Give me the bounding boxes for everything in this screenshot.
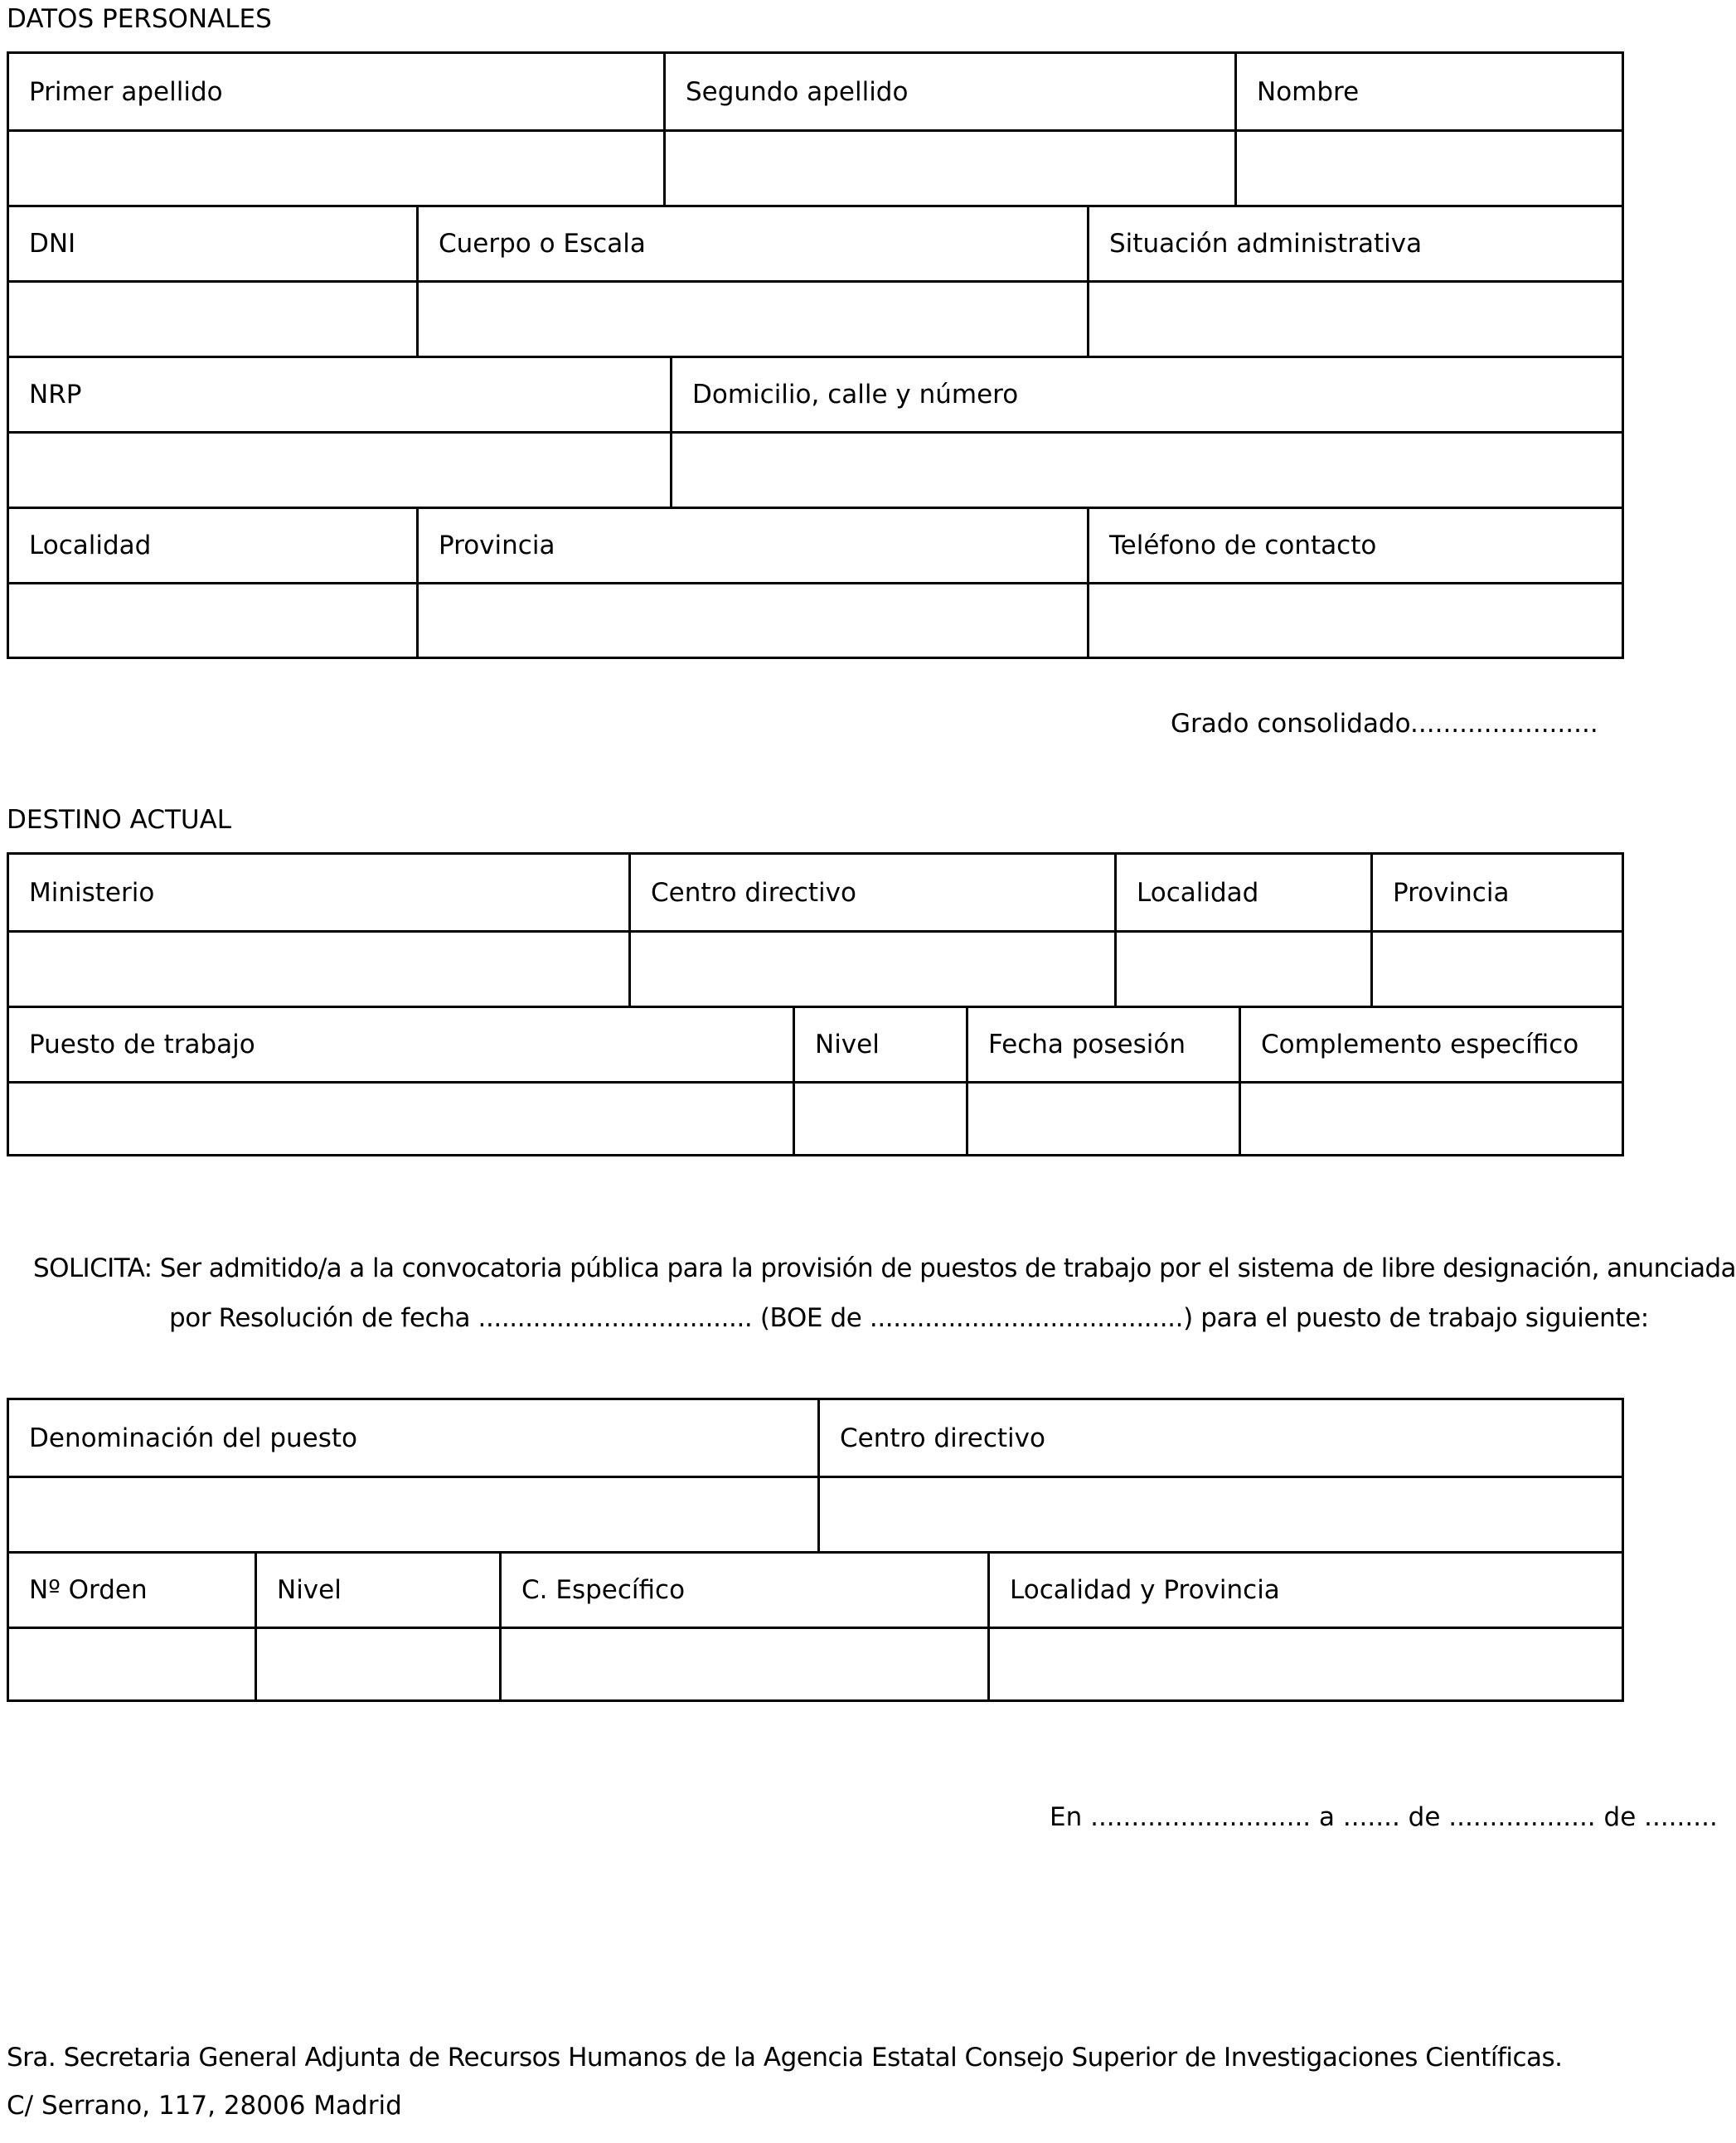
field-situacion-administrativa[interactable] [1087,283,1622,356]
label-nombre: Nombre [1234,54,1622,129]
table-row [9,1551,1622,1627]
field-primer-apellido[interactable] [9,132,663,205]
table-row [9,356,1622,431]
label-primer-apellido: Primer apellido [29,76,223,107]
field-centro-directivo[interactable] [628,933,1114,1006]
field-nrp[interactable] [9,434,670,507]
field-n-orden[interactable] [9,1629,255,1702]
label-c-especifico: C. Específico [499,1554,987,1627]
label-denominacion-puesto: Denominación del puesto [29,1423,358,1453]
table-row [9,280,1622,356]
field-domicilio[interactable] [670,434,1622,507]
datos-personales-table [7,51,1624,659]
field-dni[interactable] [9,283,416,356]
fecha-lugar: En ........................... a ....... de .................. de ......... [1050,1802,1718,1832]
label-nrp: NRP [29,380,82,410]
field-complemento-especifico[interactable] [1239,1084,1622,1156]
label-ministerio: Ministerio [29,877,155,908]
field-ministerio[interactable] [9,933,628,1006]
solicita-line-1: SOLICITA: Ser admitido/a a la convocatoria pública para la provisión de puestos de trabajo por el sistema de libre designación, anunciada [33,1253,1736,1283]
label-centro-directivo: Centro directivo [817,1400,1622,1476]
grado-consolidado: Grado consolidado....................... [1171,709,1598,739]
table-row [9,1006,1622,1081]
destinatario-line-2: C/ Serrano, 117, 28006 Madrid [7,2091,402,2121]
destino-actual-table [7,852,1624,1156]
label-localidad: Localidad [1114,855,1370,930]
label-provincia: Provincia [1370,855,1622,930]
field-fecha-posesion[interactable] [966,1084,1239,1156]
label-puesto-trabajo: Puesto de trabajo [29,1030,255,1059]
label-provincia: Provincia [416,509,1087,582]
label-situacion-administrativa: Situación administrativa [1087,207,1622,280]
label-segundo-apellido: Segundo apellido [663,54,1234,129]
table-row [9,507,1622,582]
label-domicilio: Domicilio, calle y número [670,358,1622,431]
label-nivel: Nivel [793,1008,966,1081]
label-fecha-posesion: Fecha posesión [966,1008,1239,1081]
label-localidad-provincia: Localidad y Provincia [987,1554,1622,1627]
label-nivel: Nivel [255,1554,499,1627]
label-n-orden: Nº Orden [29,1575,148,1605]
table-row [9,930,1622,1006]
label-telefono: Teléfono de contacto [1087,509,1622,582]
table-row [9,129,1622,205]
puesto-solicitado-table [7,1398,1624,1702]
label-cuerpo-escala: Cuerpo o Escala [416,207,1087,280]
label-localidad: Localidad [29,531,152,560]
field-localidad-provincia[interactable] [987,1629,1622,1702]
field-nivel[interactable] [793,1084,966,1156]
section-heading-destino-actual: DESTINO ACTUAL [7,805,232,835]
label-complemento-especifico: Complemento específico [1239,1008,1622,1081]
section-heading-datos-personales: DATOS PERSONALES [7,4,272,34]
table-row [9,1400,1622,1476]
field-cuerpo-escala[interactable] [416,283,1087,356]
field-provincia[interactable] [416,584,1087,657]
table-row [9,431,1622,507]
table-row [9,582,1622,657]
field-nivel[interactable] [255,1629,499,1702]
field-denominacion-puesto[interactable] [9,1478,817,1551]
solicita-line-2: por Resolución de fecha ................................... (BOE de ........................................) para el puesto de trabajo siguiente: [169,1303,1649,1333]
field-telefono[interactable] [1087,584,1622,657]
table-row [9,855,1622,930]
field-localidad[interactable] [9,584,416,657]
field-c-especifico[interactable] [499,1629,987,1702]
table-row [9,54,1622,129]
table-row [9,205,1622,280]
field-segundo-apellido[interactable] [663,132,1234,205]
field-puesto-trabajo[interactable] [9,1084,793,1156]
table-row [9,1081,1622,1156]
destinatario-line-1: Sra. Secretaria General Adjunta de Recursos Humanos de la Agencia Estatal Consejo Superior de Investigaciones Científicas. [7,2043,1563,2073]
field-centro-directivo[interactable] [817,1478,1622,1551]
field-localidad[interactable] [1114,933,1370,1006]
label-dni: DNI [29,229,76,259]
table-row [9,1476,1622,1551]
label-centro-directivo: Centro directivo [628,855,1114,930]
table-row [9,1627,1622,1702]
field-provincia[interactable] [1370,933,1622,1006]
field-nombre[interactable] [1234,132,1622,205]
